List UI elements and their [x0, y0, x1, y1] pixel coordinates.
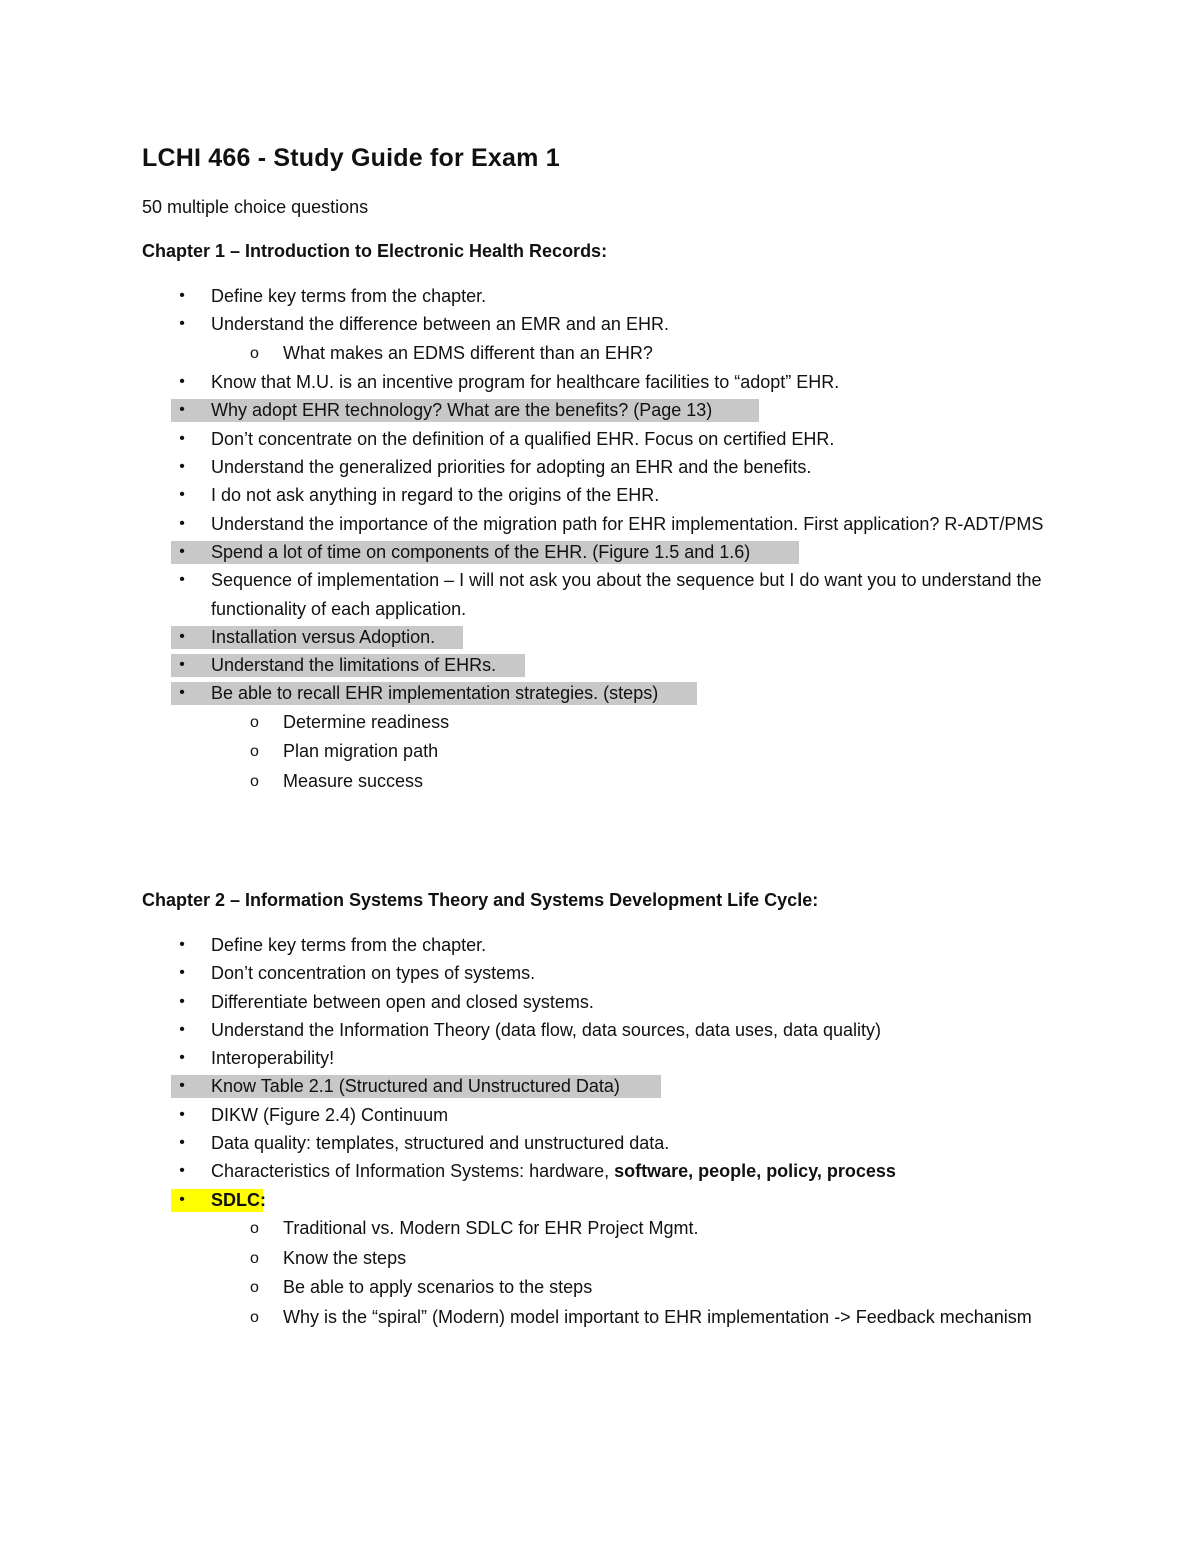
- list-item: • Understand the importance of the migration path for EHR implementation. First application? R-ADT/PMS: [0, 510, 1200, 538]
- list-item: • Understand the generalized priorities for adopting an EHR and the benefits.: [0, 453, 1200, 481]
- sub-bullet-icon: o: [250, 1279, 259, 1297]
- bullet-icon: •: [179, 1162, 185, 1180]
- bullet-icon: •: [179, 684, 185, 702]
- highlighted-list-item: • Spend a lot of time on components of the EHR. (Figure 1.5 and 1.6): [0, 538, 1200, 566]
- bullet-icon: •: [179, 1020, 185, 1038]
- bullet-icon: •: [179, 1190, 185, 1208]
- bullet-icon: •: [179, 1134, 185, 1152]
- bullet-icon: •: [179, 992, 185, 1010]
- bullet-icon: •: [179, 936, 185, 953]
- bullet-icon: •: [179, 542, 185, 560]
- sub-bullet-icon: o: [250, 1308, 259, 1326]
- bullet-icon: •: [179, 964, 185, 982]
- list-item: • Understand the difference between an EMR and an EHR.: [0, 310, 1200, 338]
- chapter-1-list: [0, 282, 1200, 797]
- bullet-icon: •: [179, 1105, 185, 1123]
- list-item: • Define key terms from the chapter.: [0, 282, 1200, 310]
- highlighted-list-item: • Installation versus Adoption.: [0, 623, 1200, 651]
- list-item: • Sequence of implementation – I will not ask you about the sequence but I do want you to understand the functionality of each application.: [0, 566, 1200, 623]
- bullet-icon: •: [179, 373, 185, 391]
- list-item: • Understand the Information Theory (data flow, data sources, data uses, data quality): [0, 1016, 1200, 1044]
- list-item: • Define key terms from the chapter.: [0, 931, 1200, 959]
- highlighted-list-item: • Understand the limitations of EHRs.: [0, 651, 1200, 679]
- highlighted-list-item: • SDLC:: [0, 1186, 1200, 1214]
- bullet-icon: •: [179, 287, 185, 304]
- bullet-icon: •: [179, 571, 185, 589]
- sub-list-item: o Know the steps: [0, 1244, 1200, 1274]
- sub-list-item: o Be able to apply scenarios to the steps: [0, 1273, 1200, 1303]
- bullet-icon: •: [179, 656, 185, 674]
- sub-list-item: o Determine readiness: [0, 708, 1200, 738]
- sub-bullet-icon: o: [250, 344, 259, 362]
- sub-bullet-icon: o: [250, 772, 259, 790]
- document-subtitle: 50 multiple choice questions: [142, 197, 369, 217]
- list-item: • DIKW (Figure 2.4) Continuum: [0, 1101, 1200, 1129]
- list-item: • Don’t concentrate on the definition of a qualified EHR. Focus on certified EHR.: [0, 425, 1200, 453]
- chapter-2-heading: Chapter 2 – Information Systems Theory and Systems Development Life Cycle:: [142, 890, 819, 910]
- bullet-icon: •: [179, 401, 185, 419]
- bullet-icon: •: [179, 429, 185, 447]
- highlighted-list-item: • Be able to recall EHR implementation strategies. (steps): [0, 679, 1200, 707]
- list-item: • Differentiate between open and closed systems.: [0, 988, 1200, 1016]
- sub-bullet-icon: o: [250, 743, 259, 761]
- bullet-icon: •: [179, 458, 185, 476]
- highlighted-list-item: • Why adopt EHR technology? What are the benefits? (Page 13): [0, 396, 1200, 424]
- list-item: • Interoperability!: [0, 1044, 1200, 1072]
- sub-bullet-icon: o: [250, 713, 259, 731]
- bullet-icon: •: [179, 315, 185, 333]
- sub-bullet-icon: o: [250, 1249, 259, 1267]
- list-item: • I do not ask anything in regard to the origins of the EHR.: [0, 481, 1200, 509]
- chapter-1-heading: Chapter 1 – Introduction to Electronic Health Records:: [142, 241, 608, 261]
- sub-list-item: o Traditional vs. Modern SDLC for EHR Project Mgmt.: [0, 1214, 1200, 1244]
- chapter-2-list: [0, 931, 1200, 1332]
- bullet-icon: •: [179, 627, 185, 645]
- sub-bullet-icon: o: [250, 1219, 259, 1237]
- sub-list-item: o Plan migration path: [0, 737, 1200, 767]
- list-item: • Don’t concentration on types of systems.: [0, 959, 1200, 987]
- list-item: • Know that M.U. is an incentive program for healthcare facilities to “adopt” EHR.: [0, 368, 1200, 396]
- sub-list-item: o What makes an EDMS different than an EHR?: [0, 339, 1200, 369]
- bullet-icon: •: [179, 486, 185, 504]
- bullet-icon: •: [179, 514, 185, 532]
- list-item: • Characteristics of Information Systems: hardware, software, people, policy, process: [0, 1157, 1200, 1185]
- list-item: • Data quality: templates, structured and unstructured data.: [0, 1129, 1200, 1157]
- highlighted-list-item: • Know Table 2.1 (Structured and Unstructured Data): [0, 1072, 1200, 1100]
- bullet-icon: •: [179, 1049, 185, 1067]
- sub-list-item: o Measure success: [0, 767, 1200, 797]
- document-title: LCHI 466 - Study Guide for Exam 1: [142, 144, 560, 172]
- sub-list-item: o Why is the “spiral” (Modern) model important to EHR implementation -> Feedback mechanism: [0, 1303, 1200, 1333]
- bullet-icon: •: [179, 1077, 185, 1095]
